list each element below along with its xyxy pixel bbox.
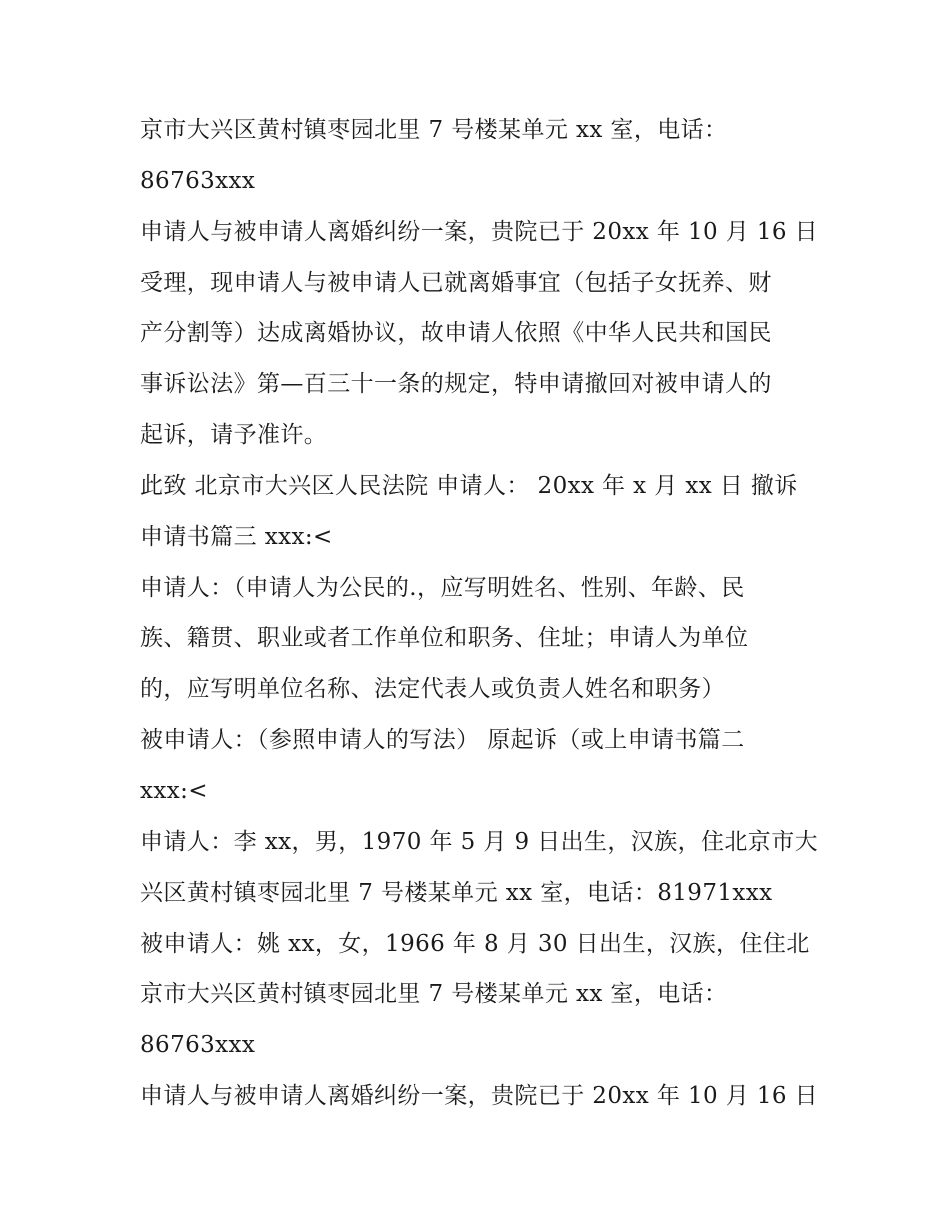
text-line: 申请人与被申请人离婚纠纷一案，贵院已于 20xx 年 10 月 16 日 — [140, 1083, 819, 1110]
text-line: 此致 北京市大兴区人民法院 申请人： 20xx 年 x 月 xx 日 撤诉 — [140, 472, 798, 499]
document-body — [140, 110, 820, 1127]
text-line: 被申请人：姚 xx，女，1966 年 8 月 30 日出生，汉族，住住北 — [140, 930, 810, 957]
text-line: 被申请人：（参照申请人的写法） 原起诉（或上申请书篇二 — [140, 727, 745, 754]
text-line: 86763xxx — [140, 167, 256, 194]
text-line: 申请书篇三 xxx:< — [140, 523, 333, 550]
text-line: 申请人：李 xx，男，1970 年 5 月 9 日出生，汉族，住北京市大 — [140, 828, 819, 855]
text-line: 86763xxx — [140, 1032, 256, 1059]
text-line: 族、籍贯、职业或者工作单位和职务、住址；申请人为单位 — [140, 625, 749, 652]
text-line: 兴区黄村镇枣园北里 7 号楼某单元 xx 室，电话：81971xxx — [140, 879, 773, 906]
text-line: 受理，现申请人与被申请人已就离婚事宜（包括子女抚养、财 — [140, 269, 772, 296]
text-line: 起诉，请予准许。 — [140, 422, 328, 449]
text-line: 京市大兴区黄村镇枣园北里 7 号楼某单元 xx 室，电话： — [140, 981, 728, 1008]
text-line: 申请人：（申请人为公民的.，应写明姓名、性别、年龄、民 — [140, 574, 745, 601]
text-line: 京市大兴区黄村镇枣园北里 7 号楼某单元 xx 室，电话： — [140, 117, 728, 143]
text-line: xxx:< — [140, 777, 208, 804]
text-line: 的，应写明单位名称、法定代表人或负责人姓名和职务） — [140, 676, 725, 703]
text-line: 申请人与被申请人离婚纠纷一案，贵院已于 20xx 年 10 月 16 日 — [140, 218, 819, 245]
text-line: 事诉讼法》第—百三十一条的规定，特申请撤回对被申请人的 — [140, 371, 772, 398]
text-line: 产分割等）达成离婚协议，故申请人依照《中华人民共和国民 — [140, 320, 772, 347]
